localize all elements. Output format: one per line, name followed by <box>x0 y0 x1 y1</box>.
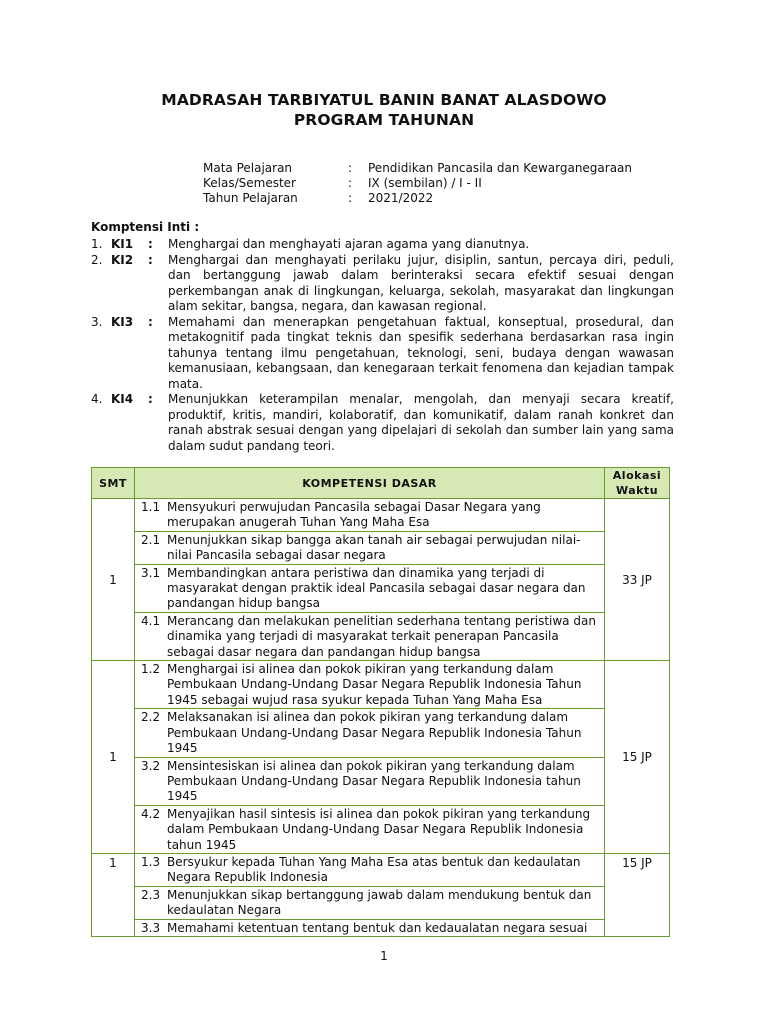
ki-code: KI1 <box>111 237 134 251</box>
meta-label: Mata Pelajaran <box>203 161 293 175</box>
kd-number: 1.2 <box>141 662 161 677</box>
header-kompetensi-dasar: KOMPETENSI DASAR <box>135 468 605 499</box>
kd-text: Membandingkan antara peristiwa dan dinamika yang terjadi di masyarakat dengan praktik ideal Pancasila sebagai dasar negara dan pandangan hidup bangsa <box>167 565 586 611</box>
ki-item <box>91 392 674 454</box>
meta-row-year <box>203 191 632 206</box>
header-alokasi-waktu <box>605 468 670 499</box>
kd-number: 3.2 <box>141 758 161 773</box>
kd-text: Mensintesiskan isi alinea dan pokok pikiran yang terkandung dalam Pembukaan Undang-Undang Dasar Negara Republik Indonesia tahun 1945 <box>167 758 581 804</box>
kd-text: Mensyukuri perwujudan Pancasila sebagai Dasar Negara yang merupakan anugerah Tuhan Yang Maha Esa <box>167 500 541 530</box>
program-title: PROGRAM TAHUNAN <box>293 111 475 129</box>
kd-text: Bersyukur kepada Tuhan Yang Maha Esa atas bentuk dan kedaulatan Negara Republik Indonesia <box>167 854 581 885</box>
kd-text: Menghargai isi alinea dan pokok pikiran yang terkandung dalam Pembukaan Undang-Undang Dasar Negara Republik Indonesia Tahun 1945 sebagai wujud rasa syukur kepada Tuhan Yang Maha Esa <box>167 662 582 707</box>
kd-text: Melaksanakan isi alinea dan pokok pikiran yang terkandung dalam Pembukaan Undang-Undang Dasar Negara Republik Indonesia Tahun 1945 <box>167 710 582 756</box>
ki-text: Menghargai dan menghayati perilaku jujur, disiplin, santun, percaya diri, peduli, dan bertanggung jawab dalam berinteraksi secara efektif sesuai dengan perkembangan anak di lingkungan, keluarga, sekolah, masyarakat dan lingkungan alam sekitar, bangsa, negara, dan kawasan regional. <box>168 252 674 313</box>
kd-text: Menunjukkan sikap bertanggung jawab dalam mendukung bentuk dan kedaulatan Negara <box>167 887 592 918</box>
kd-cell <box>135 531 605 564</box>
meta-colon: : <box>348 176 353 190</box>
ki-text: Memahami dan menerapkan pengetahuan faktual, konseptual, prosedural, dan metakognitif pada tingkat teknis dan spesifik sederhana berdasarkan rasa ingin tahunya tentang ilmu pengetahuan, teknologi, seni, budaya dengan wawasan kemanusiaan, kebangsaan, dan kenegaraan terkait fenomena dan kejadian tampak mata. <box>168 314 674 391</box>
allocation-cell: 33 JP <box>605 499 670 661</box>
ki-item <box>91 237 674 253</box>
competency-table <box>91 467 670 937</box>
meta-colon: : <box>348 191 353 205</box>
table-row <box>92 853 670 886</box>
kd-number: 2.1 <box>141 532 161 547</box>
table-row <box>92 564 670 612</box>
kd-cell <box>135 805 605 853</box>
ki-code: KI3 <box>111 314 134 329</box>
header-alokasi-line1: Alokasi <box>612 469 662 482</box>
table-row <box>92 919 670 936</box>
kd-number: 2.2 <box>141 710 161 725</box>
ki-code: KI4 <box>111 392 134 406</box>
ki-code: KI2 <box>111 252 134 267</box>
kd-text: Memahami ketentuan tentang bentuk dan kedaualatan negara sesuai <box>167 920 588 935</box>
kd-number: 3.1 <box>141 565 161 580</box>
ki-colon: : <box>148 252 153 267</box>
kd-number: 1.1 <box>141 500 161 514</box>
table-row <box>92 757 670 805</box>
meta-row-subject <box>203 161 632 176</box>
meta-label: Kelas/Semester <box>203 176 296 190</box>
ki-item <box>91 253 674 315</box>
kd-number: 1.3 <box>141 854 161 869</box>
document-meta <box>203 161 632 206</box>
kd-cell <box>135 612 605 660</box>
ki-colon: : <box>148 314 153 329</box>
kd-cell <box>135 499 605 532</box>
ki-colon: : <box>148 392 153 406</box>
meta-row-class <box>203 176 632 191</box>
ki-text: Menunjukkan keterampilan menalar, mengolah, dan menyaji secara kreatif, produktif, kritis, mandiri, kolaboratif, dan komunikatif, dalam ranah konkret dan ranah abstrak sesuai dengan yang dipelajari di sekolah dan sumber lain yang sama dalam sudut pandang teori. <box>168 392 674 453</box>
kd-cell <box>135 757 605 805</box>
table-row <box>92 805 670 853</box>
header-alokasi-line2: Waktu <box>615 484 659 497</box>
semester-cell: 1 <box>92 499 135 661</box>
core-competency-list <box>91 237 674 454</box>
kd-text: Menyajikan hasil sintesis isi alinea dan pokok pikiran yang terkandung dalam Pembukaan Undang-Undang Dasar Negara Republik Indonesia tahun 1945 <box>167 806 591 852</box>
table-row <box>92 499 670 532</box>
table-header-row <box>92 468 670 499</box>
ki-number: 2. <box>91 252 103 267</box>
kd-text: Menunjukkan sikap bangga akan tanah air sebagai perwujudan nilai-nilai Pancasila sebagai dasar negara <box>167 532 581 563</box>
table-row <box>92 886 670 919</box>
semester-cell: 1 <box>92 661 135 854</box>
header-smt: SMT <box>92 468 135 499</box>
meta-colon: : <box>348 161 353 175</box>
table-row <box>92 661 670 709</box>
kd-cell <box>135 919 605 936</box>
kd-cell <box>135 886 605 919</box>
page-number: 1 <box>380 949 388 963</box>
ki-item <box>91 315 674 393</box>
ki-number: 4. <box>91 392 103 406</box>
kd-cell <box>135 661 605 709</box>
ki-colon: : <box>148 237 153 251</box>
meta-label: Tahun Pelajaran <box>203 191 298 205</box>
kd-cell <box>135 853 605 886</box>
ki-text: Menghargai dan menghayati ajaran agama yang dianutnya. <box>168 237 530 251</box>
allocation-cell: 15 JP <box>605 853 670 936</box>
school-name-title: MADRASAH TARBIYATUL BANIN BANAT ALASDOWO <box>161 91 607 109</box>
allocation-cell: 15 JP <box>605 661 670 854</box>
kd-cell <box>135 564 605 612</box>
table-row <box>92 612 670 660</box>
semester-cell: 1 <box>92 853 135 936</box>
kd-cell <box>135 709 605 757</box>
kd-number: 4.1 <box>141 613 161 628</box>
ki-number: 3. <box>91 314 103 329</box>
meta-value: IX (sembilan) / I - II <box>368 176 482 190</box>
table-row <box>92 531 670 564</box>
meta-value: 2021/2022 <box>368 191 434 205</box>
kd-number: 4.2 <box>141 806 161 821</box>
ki-number: 1. <box>91 237 103 251</box>
table-row <box>92 709 670 757</box>
kd-number: 2.3 <box>141 887 161 902</box>
meta-value: Pendidikan Pancasila dan Kewarganegaraan <box>368 161 633 175</box>
kd-number: 3.3 <box>141 920 161 935</box>
kd-text: Merancang dan melakukan penelitian sederhana tentang peristiwa dan dinamika yang terjadi di masyarakat terkait penerapan Pancasila sebagai dasar negara dan pandangan hidup bangsa <box>167 613 596 659</box>
core-competency-heading: Komptensi Inti : <box>91 220 200 234</box>
